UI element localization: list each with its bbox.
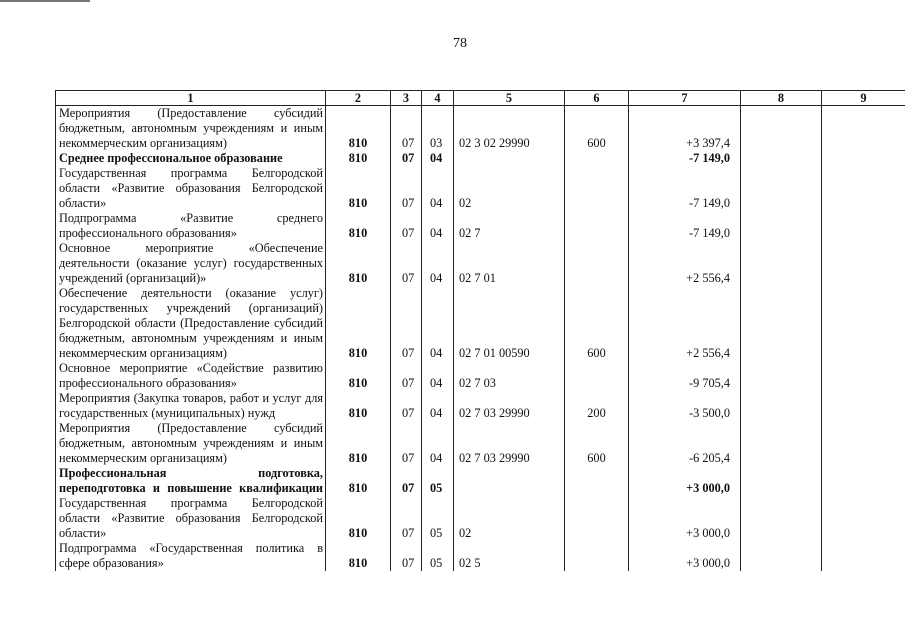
row-col9-cell — [822, 541, 905, 571]
row-type-cell — [565, 496, 629, 541]
row-amount-cell: +2 556,4 — [629, 241, 741, 286]
row-target-cell: 02 — [454, 496, 565, 541]
row-col9-cell — [822, 466, 905, 496]
row-name-cell: Государственная программа Белгородской области «Развитие образования Белгородской области» — [56, 166, 326, 211]
row-col9-cell — [822, 286, 905, 361]
row-code-cell: 810 — [326, 151, 391, 166]
row-code-cell: 810 — [326, 166, 391, 211]
row-name-cell: Основное мероприятие «Обеспечение деятельности (оказание услуг) государственных учреждений (организаций)» — [56, 241, 326, 286]
row-subsection-cell: 04 — [422, 211, 454, 241]
row-target-cell: 02 7 01 00590 — [454, 286, 565, 361]
row-type-cell — [565, 166, 629, 211]
row-col8-cell — [741, 541, 822, 571]
header-cell: 6 — [565, 91, 629, 106]
row-amount-cell: -6 205,4 — [629, 421, 741, 466]
header-cell: 2 — [326, 91, 391, 106]
header-cell: 3 — [391, 91, 422, 106]
header-cell: 8 — [741, 91, 822, 106]
row-col8-cell — [741, 151, 822, 166]
row-section-cell: 07 — [391, 241, 422, 286]
row-amount-cell: -7 149,0 — [629, 151, 741, 166]
row-col9-cell — [822, 151, 905, 166]
row-subsection-cell: 05 — [422, 496, 454, 541]
row-code-cell: 810 — [326, 421, 391, 466]
row-subsection-cell: 04 — [422, 166, 454, 211]
row-code-cell: 810 — [326, 541, 391, 571]
row-col9-cell — [822, 496, 905, 541]
row-subsection-cell: 03 — [422, 106, 454, 151]
row-col9-cell — [822, 421, 905, 466]
row-amount-cell: -7 149,0 — [629, 211, 741, 241]
header-cell: 4 — [422, 91, 454, 106]
row-amount-cell: +3 000,0 — [629, 541, 741, 571]
row-section-cell: 07 — [391, 151, 422, 166]
row-type-cell: 200 — [565, 391, 629, 421]
row-amount-cell: +3 000,0 — [629, 466, 741, 496]
row-col8-cell — [741, 466, 822, 496]
row-section-cell: 07 — [391, 421, 422, 466]
row-section-cell: 07 — [391, 286, 422, 361]
page-number: 78 — [453, 36, 467, 51]
row-target-cell — [454, 151, 565, 166]
row-name-cell: Подпрограмма «Развитие среднего профессионального образования» — [56, 211, 326, 241]
row-name-cell: Среднее профессиональное образование — [56, 151, 326, 166]
row-col8-cell — [741, 211, 822, 241]
row-col9-cell — [822, 241, 905, 286]
row-target-cell: 02 7 03 29990 — [454, 421, 565, 466]
row-name-cell: Обеспечение деятельности (оказание услуг) государственных учреждений (организаций) Белгородской области (Предоставление субсидий бюджетным, автономным учреждениям и иным некоммерческим организациям) — [56, 286, 326, 361]
row-name-cell: Мероприятия (Предоставление субсидий бюджетным, автономным учреждениям и иным некоммерческим организациям) — [56, 421, 326, 466]
row-subsection-cell: 04 — [422, 151, 454, 166]
row-section-cell: 07 — [391, 361, 422, 391]
row-col9-cell — [822, 106, 905, 151]
row-amount-cell: +3 000,0 — [629, 496, 741, 541]
row-type-cell — [565, 541, 629, 571]
row-type-cell — [565, 361, 629, 391]
row-amount-cell: -3 500,0 — [629, 391, 741, 421]
row-section-cell: 07 — [391, 166, 422, 211]
row-section-cell: 07 — [391, 211, 422, 241]
row-amount-cell: +3 397,4 — [629, 106, 741, 151]
row-col9-cell — [822, 211, 905, 241]
row-section-cell: 07 — [391, 541, 422, 571]
row-target-cell — [454, 466, 565, 496]
row-col9-cell — [822, 391, 905, 421]
row-code-cell: 810 — [326, 211, 391, 241]
row-col8-cell — [741, 361, 822, 391]
header-cell: 7 — [629, 91, 741, 106]
row-type-cell: 600 — [565, 106, 629, 151]
row-code-cell: 810 — [326, 391, 391, 421]
row-col9-cell — [822, 166, 905, 211]
row-type-cell — [565, 151, 629, 166]
budget-table — [55, 90, 905, 571]
row-subsection-cell: 04 — [422, 421, 454, 466]
row-amount-cell: -7 149,0 — [629, 166, 741, 211]
row-type-cell — [565, 241, 629, 286]
row-type-cell: 600 — [565, 421, 629, 466]
row-col8-cell — [741, 496, 822, 541]
row-target-cell: 02 3 02 29990 — [454, 106, 565, 151]
row-target-cell: 02 7 — [454, 211, 565, 241]
row-col9-cell — [822, 361, 905, 391]
row-col8-cell — [741, 166, 822, 211]
row-code-cell: 810 — [326, 466, 391, 496]
row-type-cell — [565, 211, 629, 241]
row-subsection-cell: 05 — [422, 541, 454, 571]
row-code-cell: 810 — [326, 286, 391, 361]
scan-corner-mark — [0, 0, 90, 2]
row-col8-cell — [741, 421, 822, 466]
row-subsection-cell: 04 — [422, 241, 454, 286]
row-section-cell: 07 — [391, 466, 422, 496]
row-col8-cell — [741, 286, 822, 361]
row-name-cell: Основное мероприятие «Содействие развитию профессионального образования» — [56, 361, 326, 391]
row-target-cell: 02 5 — [454, 541, 565, 571]
row-type-cell — [565, 466, 629, 496]
row-name-cell: Подпрограмма «Государственная политика в сфере образования» — [56, 541, 326, 571]
header-cell: 1 — [56, 91, 326, 106]
row-target-cell: 02 7 03 29990 — [454, 391, 565, 421]
header-cell: 5 — [454, 91, 565, 106]
row-code-cell: 810 — [326, 241, 391, 286]
row-type-cell: 600 — [565, 286, 629, 361]
row-col8-cell — [741, 391, 822, 421]
row-col8-cell — [741, 241, 822, 286]
row-subsection-cell: 04 — [422, 391, 454, 421]
row-target-cell: 02 7 03 — [454, 361, 565, 391]
row-code-cell: 810 — [326, 361, 391, 391]
row-name-cell: Мероприятия (Закупка товаров, работ и услуг для государственных (муниципальных) нужд — [56, 391, 326, 421]
row-subsection-cell: 05 — [422, 466, 454, 496]
row-code-cell: 810 — [326, 496, 391, 541]
header-cell: 9 — [822, 91, 905, 106]
row-amount-cell: -9 705,4 — [629, 361, 741, 391]
row-subsection-cell: 04 — [422, 361, 454, 391]
row-code-cell: 810 — [326, 106, 391, 151]
row-section-cell: 07 — [391, 106, 422, 151]
row-section-cell: 07 — [391, 391, 422, 421]
row-amount-cell: +2 556,4 — [629, 286, 741, 361]
row-section-cell: 07 — [391, 496, 422, 541]
row-name-cell: Государственная программа Белгородской области «Развитие образования Белгородской области» — [56, 496, 326, 541]
row-target-cell: 02 — [454, 166, 565, 211]
row-name-cell: Мероприятия (Предоставление субсидий бюджетным, автономным учреждениям и иным некоммерческим организациям) — [56, 106, 326, 151]
row-col8-cell — [741, 106, 822, 151]
row-name-cell: Профессиональная подготовка, переподготовка и повышение квалификации — [56, 466, 326, 496]
row-subsection-cell: 04 — [422, 286, 454, 361]
row-target-cell: 02 7 01 — [454, 241, 565, 286]
